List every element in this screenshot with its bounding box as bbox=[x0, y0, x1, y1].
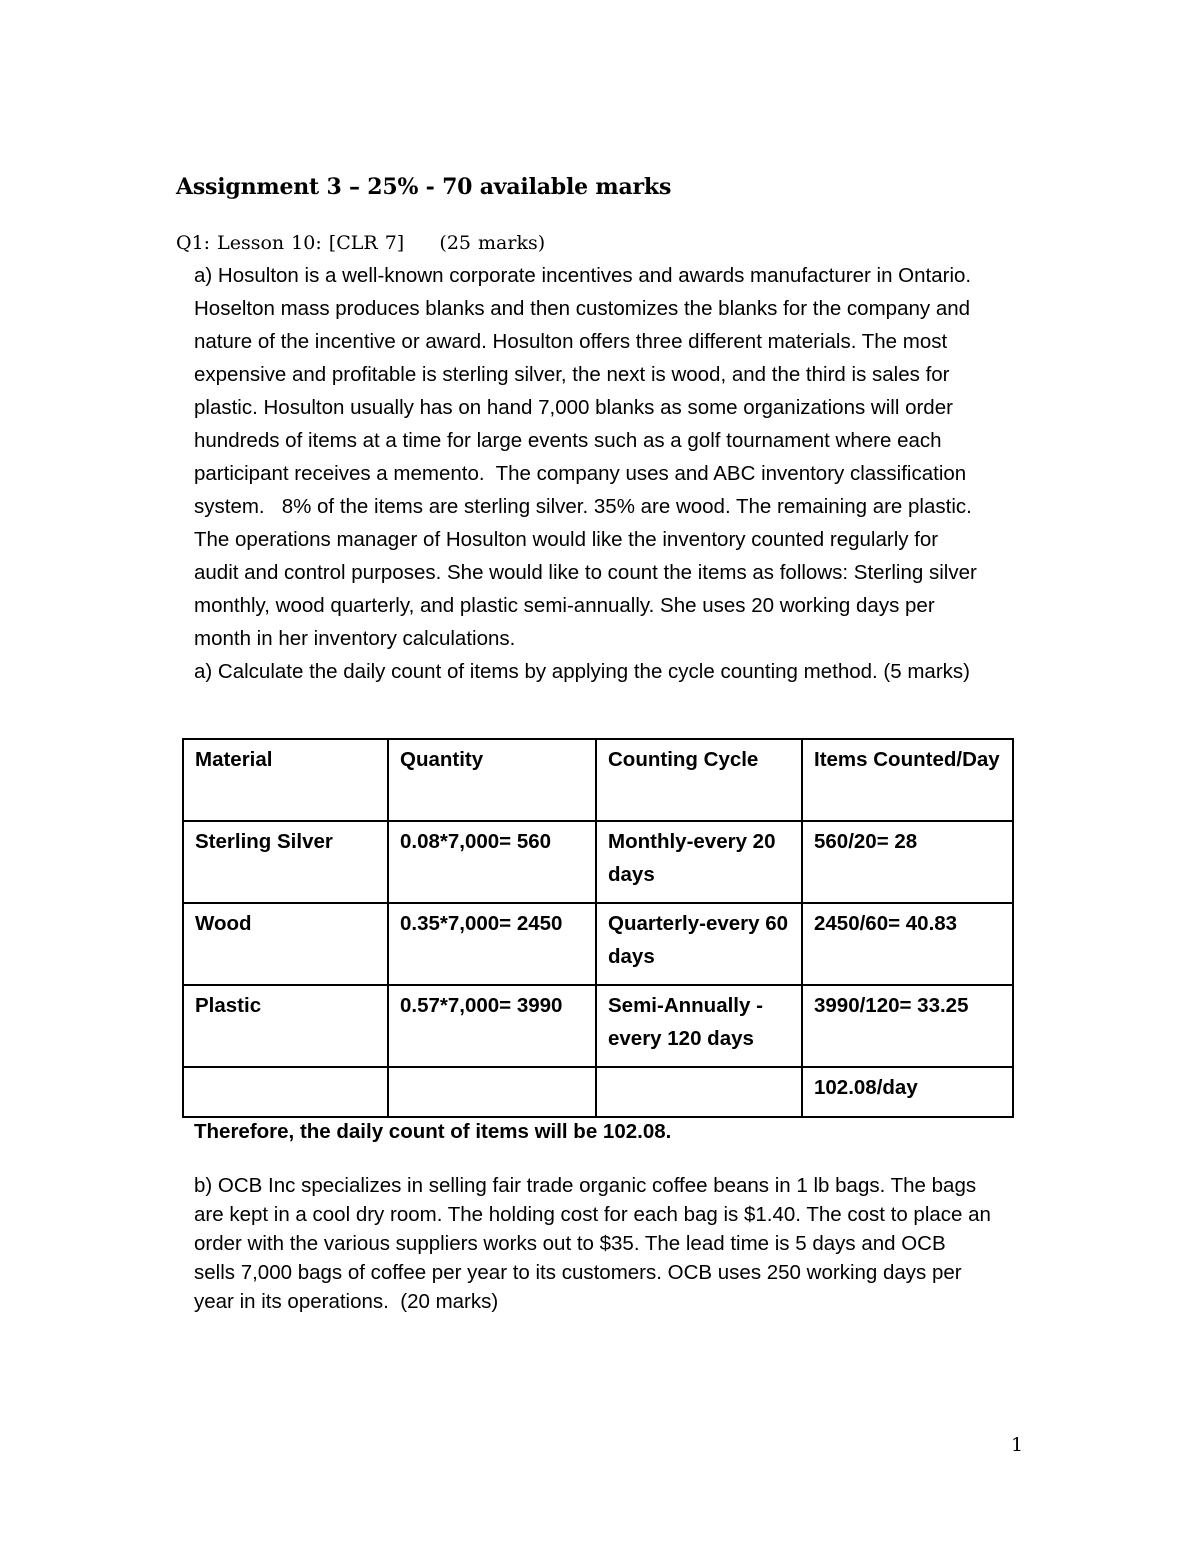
conclusion-text: Therefore, the daily count of items will be 102.08. bbox=[194, 1120, 672, 1143]
paragraph-line: hundreds of items at a time for large events such as a golf tournament where each bbox=[194, 429, 942, 452]
paragraph-line: year in its operations. (20 marks) bbox=[194, 1290, 499, 1313]
paragraph-line: order with the various suppliers works out to $35. The lead time is 5 days and OCB bbox=[194, 1232, 946, 1255]
paragraph-line: The operations manager of Hosulton would like the inventory counted regularly for bbox=[194, 528, 939, 551]
paragraph-line: plastic. Hosulton usually has on hand 7,000 blanks as some organizations will order bbox=[194, 396, 953, 419]
paragraph-line: b) OCB Inc specializes in selling fair trade organic coffee beans in 1 lb bags. The bags bbox=[194, 1174, 977, 1197]
paragraph-line: sells 7,000 bags of coffee per year to its customers. OCB uses 250 working days per bbox=[194, 1261, 962, 1284]
table-total-row bbox=[183, 1067, 1013, 1117]
total-cell: 102.08/day bbox=[802, 1067, 1013, 1117]
header-counting-cycle: Counting Cycle bbox=[596, 739, 802, 821]
paragraph-line: audit and control purposes. She would like to count the items as follows: Sterling silver bbox=[194, 561, 977, 584]
table-row bbox=[183, 821, 1013, 903]
paragraph-line: a) Calculate the daily count of items by applying the cycle counting method. (5 marks) bbox=[194, 660, 970, 683]
table-cell: Plastic bbox=[183, 985, 388, 1067]
table-cell: 2450/60= 40.83 bbox=[802, 903, 1013, 985]
table-cell: Monthly-every 20 days bbox=[596, 821, 802, 903]
paragraph-line: Hoselton mass produces blanks and then customizes the blanks for the company and bbox=[194, 297, 971, 320]
header-items-counted: Items Counted/Day bbox=[802, 739, 1013, 821]
table-cell: Wood bbox=[183, 903, 388, 985]
paragraph-line: nature of the incentive or award. Hosulton offers three different materials. The most bbox=[194, 330, 948, 353]
paragraph-line: participant receives a memento. The company uses and ABC inventory classification bbox=[194, 462, 967, 485]
question-heading-text: Q1: Lesson 10: [CLR 7] (25 marks) bbox=[176, 232, 546, 254]
question-b-paragraph bbox=[194, 1171, 1044, 1316]
question-heading bbox=[176, 232, 545, 254]
assignment-title: Assignment 3 – 25% - 70 available marks bbox=[176, 174, 672, 200]
empty-cell bbox=[388, 1067, 596, 1117]
table-cell: Quarterly-every 60 days bbox=[596, 903, 802, 985]
table-cell: 0.08*7,000= 560 bbox=[388, 821, 596, 903]
empty-cell bbox=[183, 1067, 388, 1117]
header-quantity: Quantity bbox=[388, 739, 596, 821]
table-row bbox=[183, 903, 1013, 985]
table-cell: Semi-Annually -every 120 days bbox=[596, 985, 802, 1067]
question-a-paragraph bbox=[194, 259, 1034, 688]
page-number: 1 bbox=[1011, 1434, 1024, 1456]
paragraph-line: monthly, wood quarterly, and plastic semi-annually. She uses 20 working days per bbox=[194, 594, 935, 617]
paragraph-line: are kept in a cool dry room. The holding cost for each bag is $1.40. The cost to place an bbox=[194, 1203, 991, 1226]
paragraph-line: month in her inventory calculations. bbox=[194, 627, 516, 650]
paragraph-line: a) Hosulton is a well-known corporate incentives and awards manufacturer in Ontario. bbox=[194, 264, 972, 287]
table-cell: 3990/120= 33.25 bbox=[802, 985, 1013, 1067]
empty-cell bbox=[596, 1067, 802, 1117]
table-header-row bbox=[183, 739, 1013, 821]
table-cell: 0.57*7,000= 3990 bbox=[388, 985, 596, 1067]
table-cell: Sterling Silver bbox=[183, 821, 388, 903]
table-cell: 0.35*7,000= 2450 bbox=[388, 903, 596, 985]
header-material: Material bbox=[183, 739, 388, 821]
paragraph-line: system. 8% of the items are sterling silver. 35% are wood. The remaining are plastic. bbox=[194, 495, 972, 518]
table-cell: 560/20= 28 bbox=[802, 821, 1013, 903]
cycle-count-table bbox=[182, 738, 1014, 1118]
table-row bbox=[183, 985, 1013, 1067]
paragraph-line: expensive and profitable is sterling silver, the next is wood, and the third is sales for bbox=[194, 363, 950, 386]
